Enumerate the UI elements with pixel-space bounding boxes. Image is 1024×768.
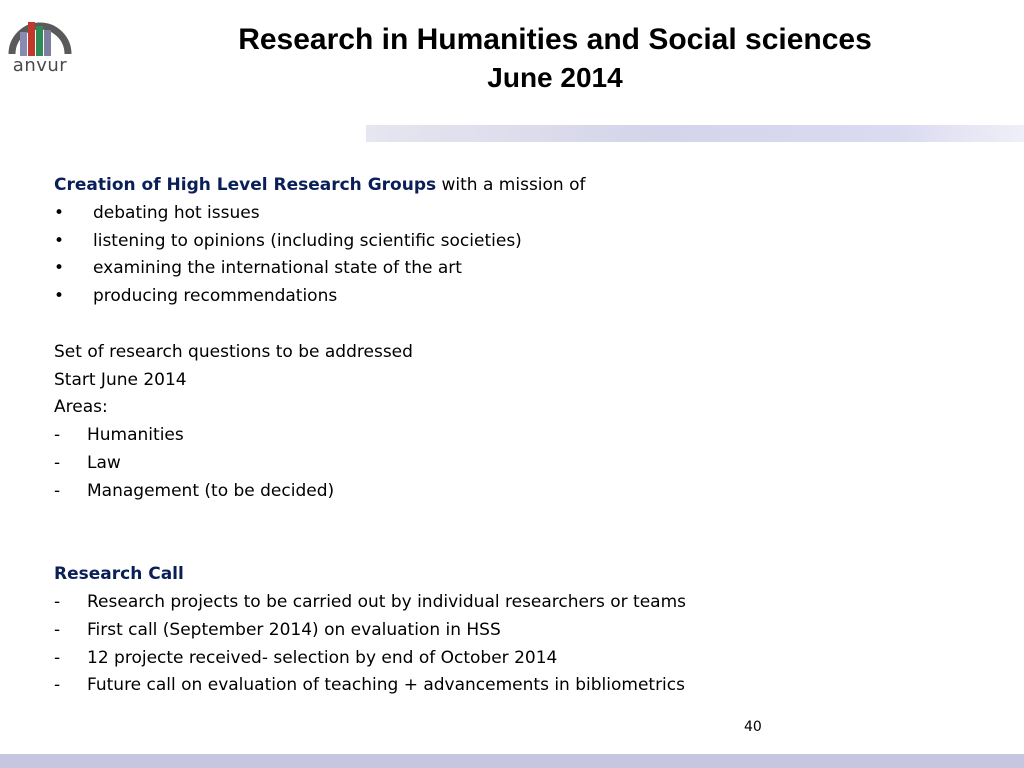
dash-glyph: - [54,480,61,501]
logo-text: anvur [12,55,68,76]
area-item [54,450,954,478]
spacer [54,311,954,339]
dash-glyph: - [54,619,61,640]
page-number: 40 [744,719,762,735]
slide-subtitle: June 2014 [487,62,623,93]
bullet-text: producing recommendations [93,286,338,307]
bullet-item [54,200,954,228]
area-text: Management (to be decided) [87,480,335,501]
call-heading: Research Call [54,564,184,585]
slide-content [54,172,954,700]
call-text: First call (September 2014) on evaluation in HSS [87,619,501,640]
bullet-glyph: • [54,202,65,223]
groups-heading-line [54,172,954,200]
dash-glyph: - [54,452,61,473]
groups-heading: Creation of High Level Research Groups [54,175,437,195]
call-item [54,589,954,617]
bullet-glyph: • [54,258,65,279]
dash-glyph: - [54,591,61,612]
bullet-glyph: • [54,286,65,307]
dash-glyph: - [54,675,61,696]
call-text: Research projects to be carried out by individual researchers or teams [87,591,687,612]
area-text: Humanities [87,425,184,446]
call-item [54,617,954,645]
bullet-text: examining the international state of the art [93,258,462,279]
dash-glyph: - [54,647,61,668]
slide-title: Research in Humanities and Social sciences [238,23,872,56]
area-item [54,478,954,506]
bullet-text: debating hot issues [93,202,260,223]
groups-intro: with a mission of [436,175,586,195]
header-band [366,125,1024,142]
dash-glyph: - [54,425,61,446]
call-item [54,645,954,673]
footer-band [0,754,1024,768]
area-text: Law [87,452,121,473]
bullet-text: listening to opinions (including scientific societies) [93,230,522,251]
area-item [54,422,954,450]
bullet-glyph: • [54,230,65,251]
spacer [54,533,954,561]
bullet-item [54,228,954,256]
start-line: Start June 2014 [54,369,187,390]
questions-line: Set of research questions to be addressed [54,341,413,362]
call-item [54,672,954,700]
spacer [54,506,954,534]
call-text: Future call on evaluation of teaching + advancements in bibliometrics [87,675,685,696]
call-heading-line [54,561,954,589]
areas-label: Areas: [54,397,108,418]
call-text: 12 projecte received- selection by end of October 2014 [87,647,558,668]
bullet-item [54,255,954,283]
bullet-item [54,283,954,311]
